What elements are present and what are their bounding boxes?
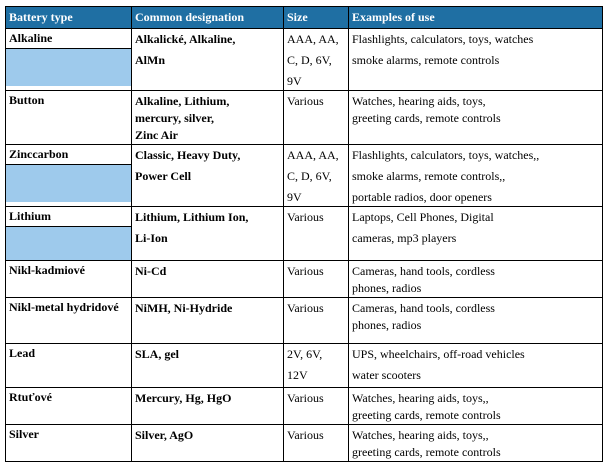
designation-cell [132, 425, 284, 462]
designation-cell [132, 298, 284, 344]
battery-type-cell [6, 425, 132, 462]
uses-line: phones, radios [352, 318, 422, 332]
uses-cell [349, 261, 603, 298]
battery-type-cell [6, 344, 132, 388]
size-line: Various [287, 301, 324, 315]
uses-line: greeting cards, remote controls [352, 408, 501, 422]
battery-type-label: Rtuťové [6, 388, 131, 407]
designation-line: Zinc Air [135, 128, 179, 142]
battery-type-label: Silver [6, 425, 131, 444]
uses-line: Flashlights, calculators, toys, watches [352, 32, 534, 46]
uses-line: Cameras, hand tools, cordless [352, 264, 495, 278]
designation-cell [132, 91, 284, 145]
designation-line: Classic, Heavy Duty, [135, 148, 241, 162]
uses-line: water scooters [352, 368, 421, 382]
designation-line: mercury, silver, [135, 111, 214, 125]
battery-table [5, 6, 603, 462]
header-size: Size [284, 7, 349, 29]
designation-line: Ni-Cd [135, 264, 167, 278]
uses-line: Watches, hearing aids, toys, [352, 94, 486, 108]
size-cell [284, 145, 349, 207]
uses-line: cameras, mp3 players [352, 231, 457, 245]
uses-cell [349, 145, 603, 207]
battery-table-container [5, 6, 602, 462]
size-cell [284, 425, 349, 462]
size-line: Various [287, 264, 324, 278]
table-row [6, 344, 603, 388]
designation-cell [132, 29, 284, 91]
designation-line: Alkaline, Lithium, [135, 94, 230, 108]
table-row [6, 388, 603, 425]
uses-cell [349, 298, 603, 344]
uses-cell [349, 91, 603, 145]
header-examples-of-use: Examples of use [349, 7, 603, 29]
uses-line: UPS, wheelchairs, off-road vehicles [352, 347, 525, 361]
designation-line: Alkalické, Alkaline, [135, 32, 236, 46]
designation-cell [132, 207, 284, 261]
table-row [6, 29, 603, 91]
table-row [6, 91, 603, 145]
battery-type-cell [6, 91, 132, 145]
uses-line: phones, radios [352, 281, 422, 295]
uses-line: Watches, hearing aids, toys,, [352, 428, 489, 442]
uses-line: Cameras, hand tools, cordless [352, 301, 495, 315]
designation-cell [132, 388, 284, 425]
size-line: Various [287, 94, 324, 108]
size-line: C, D, 6V, [287, 169, 332, 183]
size-line: Various [287, 391, 324, 405]
size-line: AAA, AA, [287, 148, 339, 162]
size-line: 12V [287, 368, 308, 382]
uses-cell [349, 388, 603, 425]
designation-line: Silver, AgO [135, 428, 194, 442]
size-cell [284, 298, 349, 344]
size-line: C, D, 6V, [287, 53, 332, 67]
designation-line: Power Cell [135, 169, 192, 183]
designation-line: Mercury, Hg, HgO [135, 391, 232, 405]
size-line: 2V, 6V, [287, 347, 323, 361]
size-cell [284, 388, 349, 425]
uses-cell [349, 425, 603, 462]
battery-type-label: Alkaline [6, 29, 131, 48]
table-row [6, 261, 603, 298]
size-cell [284, 207, 349, 261]
designation-line: NiMH, Ni-Hydride [135, 301, 233, 315]
size-line: AAA, AA, [287, 32, 339, 46]
designation-cell [132, 261, 284, 298]
battery-type-cell [6, 207, 132, 261]
uses-cell [349, 344, 603, 388]
header-common-designation: Common designation [132, 7, 284, 29]
header-row [6, 7, 603, 29]
size-line: Various [287, 428, 324, 442]
designation-line: Lithium, Lithium Ion, [135, 210, 249, 224]
size-line: 9V [287, 190, 302, 204]
battery-type-label: Lithium [6, 207, 131, 226]
size-line: 9V [287, 74, 302, 88]
table-row [6, 425, 603, 462]
designation-line: SLA, gel [135, 347, 180, 361]
uses-line: Laptops, Cell Phones, Digital [352, 210, 494, 224]
uses-cell [349, 207, 603, 261]
uses-line: smoke alarms, remote controls,, [352, 169, 506, 183]
size-line: Various [287, 210, 324, 224]
designation-cell [132, 145, 284, 207]
battery-type-label: Nikl-kadmiové [6, 261, 131, 280]
uses-line: greeting cards, remote controls [352, 445, 501, 459]
battery-type-cell [6, 298, 132, 344]
uses-line: Flashlights, calculators, toys, watches,, [352, 148, 540, 162]
battery-type-cell [6, 145, 132, 207]
uses-line: Watches, hearing aids, toys,, [352, 391, 489, 405]
battery-type-label: Nikl-metal hydridové [6, 298, 131, 317]
designation-line: AlMn [135, 53, 165, 67]
battery-type-cell [6, 29, 132, 91]
battery-type-cell [6, 261, 132, 298]
battery-type-label: Zinccarbon [6, 145, 131, 164]
battery-type-highlight [6, 164, 131, 202]
battery-type-highlight [6, 226, 131, 260]
header-battery-type: Battery type [6, 7, 132, 29]
table-row [6, 145, 603, 207]
uses-line: portable radios, door openers [352, 190, 492, 204]
size-cell [284, 344, 349, 388]
uses-cell [349, 29, 603, 91]
battery-type-label: Button [6, 91, 131, 110]
table-body [6, 29, 603, 462]
designation-cell [132, 344, 284, 388]
size-cell [284, 261, 349, 298]
designation-line: Li-Ion [135, 231, 168, 245]
battery-type-cell [6, 388, 132, 425]
table-row [6, 207, 603, 261]
battery-type-label: Lead [6, 344, 131, 363]
size-cell [284, 29, 349, 91]
table-row [6, 298, 603, 344]
uses-line: smoke alarms, remote controls [352, 53, 500, 67]
battery-type-highlight [6, 48, 131, 86]
size-cell [284, 91, 349, 145]
uses-line: greeting cards, remote controls [352, 111, 501, 125]
